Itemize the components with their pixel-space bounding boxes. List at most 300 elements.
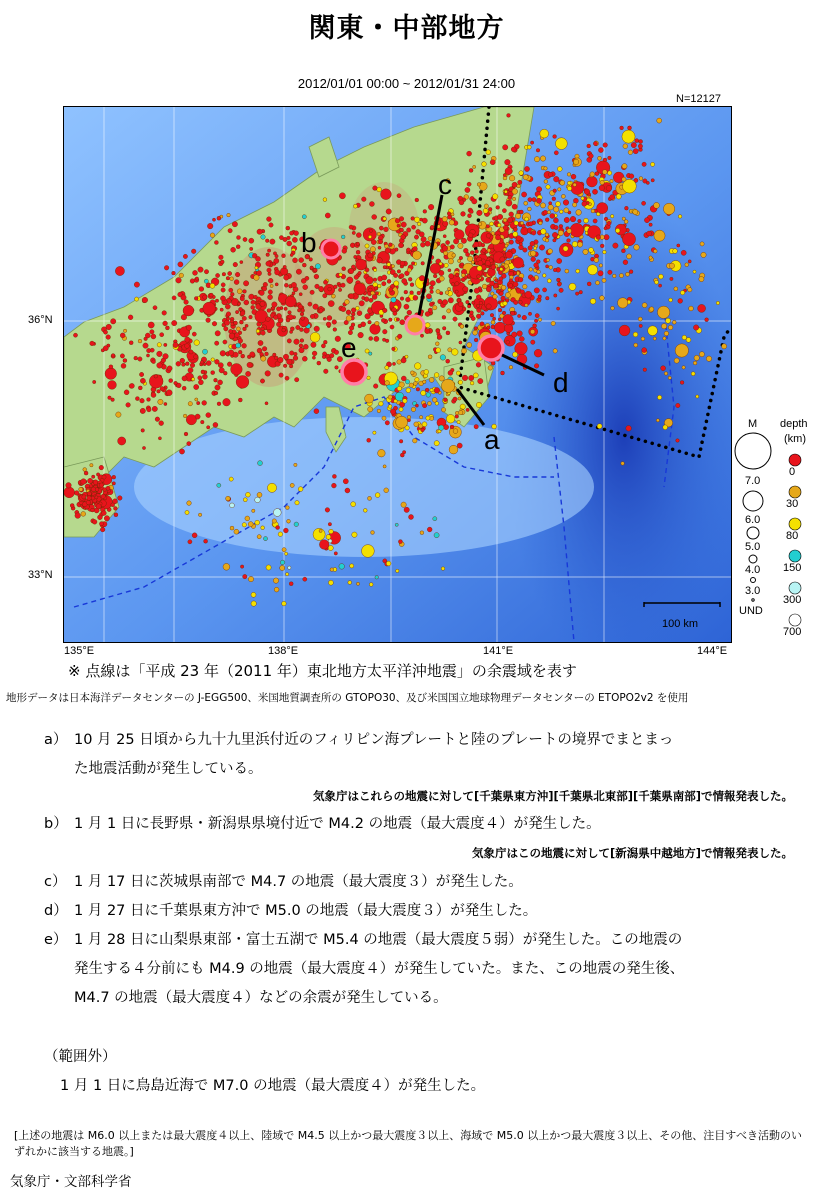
- earthquake-dot: [265, 239, 269, 243]
- earthquake-dot: [255, 266, 258, 269]
- earthquake-dot: [582, 201, 587, 206]
- item-e: [44, 926, 794, 1013]
- earthquake-dot: [420, 334, 423, 337]
- legend-m4-circle: [749, 555, 757, 563]
- earthquake-dot: [190, 363, 195, 368]
- seismicity-map: [63, 106, 732, 643]
- earthquake-dot: [410, 371, 414, 375]
- earthquake-dot: [543, 210, 548, 215]
- earthquake-dot: [505, 251, 512, 258]
- legend-depth-title: depth: [780, 418, 808, 430]
- earthquake-dot: [446, 359, 450, 363]
- earthquake-dot: [407, 415, 411, 419]
- earthquake-dot: [334, 350, 339, 355]
- data-credit: 地形データは日本海洋データセンターの J-EGG500、米国地質調査所の GTOPO30、及び米国国立地球物理データセンターの ETOPO2v2 を使用: [6, 692, 689, 704]
- earthquake-dot: [443, 251, 447, 255]
- earthquake-dot: [296, 325, 300, 329]
- earthquake-dot: [312, 356, 315, 359]
- earthquake-dot: [352, 532, 357, 537]
- earthquake-dot: [633, 332, 638, 337]
- earthquake-dot: [491, 361, 495, 365]
- earthquake-dot: [86, 500, 90, 504]
- earthquake-dot: [314, 326, 320, 332]
- earthquake-dot: [226, 312, 231, 317]
- earthquake-dot: [450, 425, 454, 429]
- item-e-line3: M4.7 の地震（最大震度４）などの余震が発生している。: [74, 990, 448, 1006]
- earthquake-dot: [200, 361, 204, 365]
- earthquake-dot: [439, 276, 444, 281]
- earthquake-dot: [194, 340, 200, 346]
- earthquake-dot: [303, 344, 308, 349]
- earthquake-dot: [81, 479, 87, 485]
- earthquake-dot: [441, 408, 445, 412]
- earthquake-dot: [245, 516, 250, 521]
- earthquake-dot: [557, 307, 560, 310]
- earthquake-dot: [486, 234, 491, 239]
- earthquake-dot: [193, 270, 198, 275]
- earthquake-dot: [311, 342, 316, 347]
- earthquake-dot: [438, 299, 443, 304]
- earthquake-dot: [627, 254, 632, 259]
- earthquake-dot: [478, 378, 483, 383]
- earthquake-dot: [369, 583, 373, 587]
- earthquake-dot: [565, 269, 569, 273]
- earthquake-dot: [422, 422, 427, 427]
- earthquake-dot: [237, 289, 242, 294]
- earthquake-dot: [404, 507, 409, 512]
- earthquake-dot: [691, 372, 695, 376]
- earthquake-dot: [563, 200, 569, 206]
- earthquake-dot: [529, 268, 533, 272]
- earthquake-dot: [365, 268, 369, 272]
- earthquake-dot: [595, 172, 599, 176]
- earthquake-dot: [441, 567, 445, 571]
- earthquake-dot: [678, 299, 683, 304]
- earthquake-dot: [212, 218, 215, 221]
- earthquake-dot: [375, 576, 379, 580]
- earthquake-dot: [152, 406, 157, 411]
- earthquake-dot: [70, 504, 74, 508]
- earthquake-dot: [228, 350, 234, 356]
- earthquake-dot: [628, 126, 632, 130]
- earthquake-dot: [534, 349, 542, 357]
- earthquake-dot: [513, 352, 518, 357]
- earthquake-dot: [184, 432, 188, 436]
- earthquake-dot: [488, 366, 493, 371]
- earthquake-dot: [328, 287, 332, 291]
- earthquake-dot: [240, 297, 244, 301]
- earthquake-dot: [520, 221, 523, 224]
- earthquake-dot: [285, 376, 289, 380]
- earthquake-dot: [556, 138, 568, 150]
- earthquake-dot: [227, 213, 231, 217]
- earthquake-dot: [463, 287, 468, 292]
- earthquake-dot: [470, 210, 474, 214]
- earthquake-dot: [229, 333, 235, 339]
- earthquake-dot: [363, 509, 367, 513]
- earthquake-dot: [269, 223, 273, 227]
- earthquake-dot: [604, 227, 607, 230]
- earthquake-dot: [273, 315, 278, 320]
- earthquake-dot: [509, 283, 513, 287]
- earthquake-dot: [258, 340, 263, 345]
- earthquake-dot: [467, 151, 472, 156]
- earthquake-dot: [412, 225, 416, 229]
- earthquake-dot: [505, 244, 508, 247]
- earthquake-dot: [486, 304, 491, 309]
- earthquake-dot: [559, 224, 563, 228]
- earthquake-dot: [631, 142, 636, 147]
- earthquake-dot: [493, 294, 498, 299]
- earthquake-dot: [391, 297, 396, 302]
- earthquake-dot: [390, 325, 394, 329]
- earthquake-dot: [90, 464, 93, 467]
- earthquake-dot: [174, 381, 178, 385]
- earthquake-dot: [192, 332, 196, 336]
- earthquake-dot: [501, 296, 506, 301]
- earthquake-dot: [461, 212, 466, 217]
- earthquake-dot: [500, 268, 503, 271]
- earthquake-dot: [694, 355, 699, 360]
- earthquake-dot: [224, 327, 228, 331]
- earthquake-dot: [231, 247, 236, 252]
- earthquake-dot: [301, 317, 305, 321]
- earthquake-dot: [203, 295, 207, 299]
- earthquake-dot: [576, 269, 580, 273]
- earthquake-dot: [182, 386, 186, 390]
- earthquake-dot: [102, 511, 107, 516]
- earthquake-dot: [435, 402, 439, 406]
- earthquake-dot: [429, 377, 434, 382]
- earthquake-dot: [386, 561, 391, 566]
- earthquake-dot: [407, 228, 411, 232]
- earthquake-dot: [176, 278, 182, 284]
- earthquake-dot: [273, 509, 281, 517]
- earthquake-dot: [479, 301, 483, 305]
- earthquake-dot: [428, 204, 434, 210]
- earthquake-dot: [114, 513, 118, 517]
- earthquake-dot: [396, 569, 399, 572]
- earthquake-dot: [486, 225, 490, 229]
- earthquake-dot: [595, 281, 599, 285]
- earthquake-dot: [178, 262, 183, 267]
- earthquake-dot: [298, 487, 303, 492]
- earthquake-dot: [346, 316, 352, 322]
- earthquake-dot: [84, 471, 88, 475]
- earthquake-dot: [446, 415, 455, 424]
- earthquake-dot: [215, 299, 218, 302]
- earthquake-dot: [513, 232, 518, 237]
- earthquake-dot: [496, 206, 500, 210]
- earthquake-dot: [458, 380, 462, 384]
- earthquake-dot: [242, 343, 247, 348]
- earthquake-dot: [375, 493, 380, 498]
- earthquake-dot: [504, 264, 508, 268]
- earthquake-dot: [420, 242, 425, 247]
- earthquake-dot: [675, 344, 688, 357]
- earthquake-dot: [655, 280, 659, 284]
- earthquake-dot: [502, 209, 506, 213]
- earthquake-dot: [100, 527, 105, 532]
- earthquake-dot: [374, 336, 379, 341]
- earthquake-dot: [536, 260, 540, 264]
- earthquake-dot: [482, 248, 486, 252]
- earthquake-dot: [415, 404, 418, 407]
- earthquake-dot: [534, 319, 537, 322]
- earthquake-dot: [674, 358, 679, 363]
- earthquake-dot: [276, 307, 280, 311]
- label-b: b: [301, 227, 317, 258]
- earthquake-dot: [512, 332, 517, 337]
- earthquake-dot: [515, 213, 520, 218]
- earthquake-dot: [282, 548, 286, 552]
- earthquake-dot: [405, 355, 408, 358]
- earthquake-dot: [495, 279, 498, 282]
- earthquake-dot: [427, 527, 432, 532]
- earthquake-dot: [373, 431, 376, 434]
- earthquake-dot: [221, 288, 225, 292]
- earthquake-dot: [594, 258, 599, 263]
- earthquake-dot: [575, 292, 578, 295]
- earthquake-dot: [519, 242, 522, 245]
- earthquake-dot: [314, 409, 319, 414]
- earthquake-dot: [230, 526, 234, 530]
- earthquake-dot: [112, 482, 115, 485]
- earthquake-dot: [699, 277, 704, 282]
- earthquake-dot: [536, 198, 541, 203]
- earthquake-dot: [513, 282, 518, 287]
- earthquake-dot: [266, 253, 270, 257]
- earthquake-dot: [549, 266, 553, 270]
- earthquake-dot: [448, 348, 452, 352]
- earthquake-dot: [476, 314, 481, 319]
- earthquake-dot: [99, 522, 103, 526]
- earthquake-dot: [82, 495, 86, 499]
- event-d-marker: [479, 336, 503, 360]
- earthquake-dot: [192, 533, 197, 538]
- earthquake-dot: [151, 393, 156, 398]
- earthquake-dot: [365, 349, 369, 353]
- earthquake-dot: [471, 317, 475, 321]
- earthquake-dot: [296, 269, 301, 274]
- earthquake-dot: [518, 300, 522, 304]
- item-b-jma-info: 気象庁はこの地震に対して[新潟県中越地方]で情報発表した。: [471, 846, 793, 860]
- earthquake-dot: [554, 151, 558, 155]
- earthquake-dot: [251, 300, 255, 304]
- earthquake-dot: [638, 317, 642, 321]
- earthquake-dot: [633, 209, 638, 214]
- earthquake-dot: [447, 309, 451, 313]
- earthquake-dot: [455, 415, 459, 419]
- earthquake-dot: [215, 341, 219, 345]
- earthquake-dot: [282, 601, 287, 606]
- legend-m7-circle: [735, 433, 771, 469]
- earthquake-dot: [641, 337, 645, 341]
- earthquake-dot: [681, 250, 686, 255]
- earthquake-dot: [120, 333, 125, 338]
- earthquake-dot: [227, 362, 232, 367]
- earthquake-dot: [351, 502, 356, 507]
- earthquake-dot: [354, 255, 357, 258]
- earthquake-dot: [540, 156, 545, 161]
- earthquake-dot: [491, 265, 496, 270]
- earthquake-dot: [518, 314, 521, 317]
- earthquake-dot: [497, 223, 501, 227]
- earthquake-dot: [411, 217, 415, 221]
- earthquake-dot: [524, 201, 528, 205]
- earthquake-dot: [528, 312, 531, 315]
- earthquake-dot: [508, 195, 512, 199]
- earthquake-dot: [369, 352, 372, 355]
- earthquake-dot: [572, 241, 578, 247]
- earthquake-dot: [642, 348, 647, 353]
- earthquake-dot: [519, 171, 524, 176]
- earthquake-dot: [214, 241, 218, 245]
- earthquake-dot: [327, 357, 332, 362]
- earthquake-dot: [587, 265, 597, 275]
- earthquake-dot: [377, 187, 382, 192]
- earthquake-dot: [172, 296, 176, 300]
- earthquake-dot: [685, 263, 689, 267]
- earthquake-dot: [503, 225, 508, 230]
- earthquake-dot: [429, 302, 433, 306]
- earthquake-dot: [202, 374, 207, 379]
- earthquake-dot: [483, 208, 488, 213]
- earthquake-dot: [500, 257, 505, 262]
- label-e: e: [341, 332, 357, 363]
- earthquake-dot: [607, 171, 611, 175]
- earthquake-dot: [395, 219, 400, 224]
- earthquake-dot: [514, 221, 518, 225]
- earthquake-dot: [195, 277, 198, 280]
- period-text: 2012/01/01 00:00 ~ 2012/01/31 24:00: [297, 76, 516, 91]
- earthquake-dot: [229, 288, 233, 292]
- earthquake-dot: [387, 279, 391, 283]
- earthquake-dot: [563, 246, 568, 251]
- earthquake-dot: [243, 281, 248, 286]
- earthquake-dot: [303, 577, 307, 581]
- earthquake-dot: [657, 118, 662, 123]
- earthquake-dot: [472, 199, 477, 204]
- earthquake-dot: [554, 294, 557, 297]
- label-d: d: [553, 367, 569, 398]
- earthquake-dot: [103, 330, 107, 334]
- earthquake-dot: [433, 274, 437, 278]
- earthquake-dot: [101, 494, 105, 498]
- earthquake-dot: [536, 149, 540, 153]
- earthquake-dot: [278, 357, 284, 363]
- earthquake-dot: [512, 204, 517, 209]
- earthquake-dot: [534, 247, 537, 250]
- earthquake-dot: [451, 213, 454, 216]
- earthquake-dot: [584, 189, 590, 195]
- earthquake-dot: [290, 351, 294, 355]
- earthquake-dot: [443, 221, 448, 226]
- earthquake-dot: [198, 267, 203, 272]
- earthquake-dot: [639, 177, 643, 181]
- earthquake-dot: [649, 307, 654, 312]
- earthquake-dot: [261, 526, 265, 530]
- earthquake-dot: [388, 395, 392, 399]
- earthquake-dot: [506, 340, 510, 344]
- earthquake-dot: [474, 288, 479, 293]
- legend-depth-0: 0: [789, 466, 796, 478]
- item-b-line1: 1 月 1 日に長野県・新潟県県境付近で M4.2 の地震（最大震度４）が発生した。: [74, 816, 601, 832]
- earthquake-dot: [557, 258, 562, 263]
- earthquake-dot: [378, 284, 382, 288]
- earthquake-dot: [661, 324, 666, 329]
- earthquake-dot: [270, 239, 275, 244]
- earthquake-dot: [411, 407, 416, 412]
- earthquake-dot: [610, 195, 615, 200]
- earthquake-dot: [218, 363, 223, 368]
- earthquake-dot: [276, 322, 281, 327]
- earthquake-dot: [374, 286, 378, 290]
- earthquake-dot: [427, 402, 431, 406]
- earthquake-dot: [138, 339, 142, 343]
- earthquake-dot: [661, 366, 666, 371]
- earthquake-dot: [159, 421, 164, 426]
- earthquake-dot: [201, 370, 205, 374]
- page-title: 関東・中部地方: [308, 13, 505, 44]
- earthquake-dot: [234, 280, 239, 285]
- earthquake-dot: [449, 445, 458, 454]
- earthquake-dot: [187, 501, 192, 506]
- earthquake-dot: [454, 230, 464, 240]
- earthquake-dot: [286, 226, 290, 230]
- earthquake-dot: [421, 390, 426, 395]
- earthquake-dot: [705, 318, 709, 322]
- earthquake-dot: [426, 294, 431, 299]
- earthquake-dot: [260, 301, 265, 306]
- earthquake-dot: [244, 300, 249, 305]
- earthquake-dot: [267, 268, 271, 272]
- earthquake-dot: [158, 399, 163, 404]
- earthquake-dot: [278, 532, 283, 537]
- earthquake-dot: [436, 329, 440, 333]
- earthquake-dot: [148, 322, 154, 328]
- earthquake-dot: [206, 318, 211, 323]
- earthquake-dot: [700, 242, 704, 246]
- earthquake-dot: [512, 189, 518, 195]
- earthquake-dot: [275, 283, 278, 286]
- earthquake-dot: [693, 325, 698, 330]
- earthquake-dot: [95, 496, 98, 499]
- earthquake-dot: [394, 399, 398, 403]
- earthquake-dot: [325, 508, 330, 513]
- earthquake-dot: [503, 174, 506, 177]
- earthquake-dot: [286, 318, 290, 322]
- earthquake-dot: [206, 413, 211, 418]
- item-a-line2: た地震活動が発生している。: [74, 761, 263, 777]
- earthquake-dot: [643, 368, 647, 372]
- earthquake-dot: [266, 261, 271, 266]
- earthquake-dot: [350, 564, 354, 568]
- earthquake-dot: [437, 335, 442, 340]
- earthquake-dot: [430, 225, 434, 229]
- earthquake-dot: [268, 295, 273, 300]
- earthquake-dot: [129, 383, 134, 388]
- earthquake-dot: [624, 220, 628, 224]
- earthquake-dot: [608, 156, 612, 160]
- earthquake-dot: [419, 232, 424, 237]
- earthquake-dot: [494, 322, 505, 333]
- earthquake-dot: [665, 318, 670, 323]
- earthquake-dot: [388, 288, 392, 292]
- earthquake-dot: [407, 310, 412, 315]
- earthquake-dot: [425, 329, 430, 334]
- earthquake-dot: [484, 204, 488, 208]
